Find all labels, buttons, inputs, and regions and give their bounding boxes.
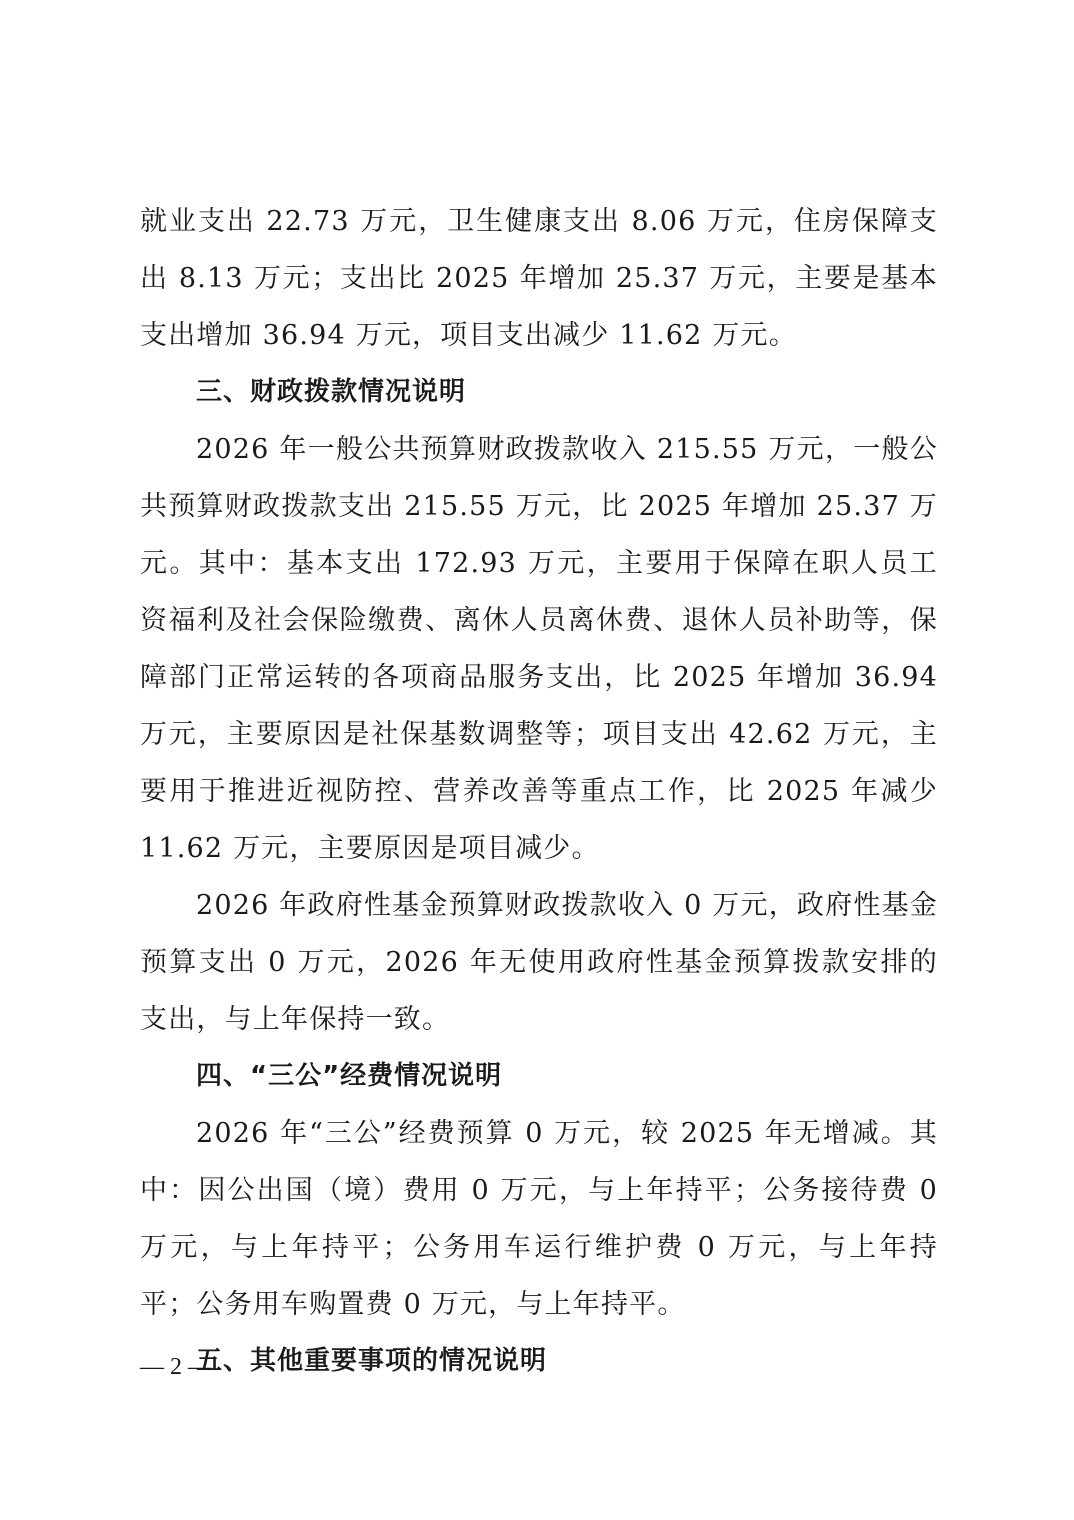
heading-three-public-expenses: 四、“三公”经费情况说明 — [196, 1061, 503, 1091]
paragraph-three-public-expenses: 2026 年“三公”经费预算 0 万元，较 2025 年无增减。其中：因公出国（境）费用 0 万元，与上年持平；公务接待费 0 万元，与上年持平；公务用车运行维护费 0 万元，与上年持平；公务用车购置费 0 万元，与上年持平。 — [140, 1118, 938, 1320]
paragraph-government-fund-budget: 2026 年政府性基金预算财政拨款收入 0 万元，政府性基金预算支出 0 万元，2026 年无使用政府性基金预算拨款安排的支出，与上年保持一致。 — [140, 890, 938, 1035]
document-body — [140, 193, 938, 1390]
heading-other-important-matters: 五、其他重要事项的情况说明 — [196, 1346, 548, 1376]
page-number: — 2 — — [140, 1354, 212, 1380]
paragraph-general-public-budget: 2026 年一般公共预算财政拨款收入 215.55 万元，一般公共预算财政拨款支出 215.55 万元，比 2025 年增加 25.37 万元。其中：基本支出 172.93 万元，主要用于保障在职人员工资福利及社会保险缴费、离休人员离休费、退休人员补助等，保障部门正常运转的各项商品服务支出，比 2025 年增加 36.94 万元，主要原因是社保基数调整等；项目支出 42.62 万元，主要用于推进近视防控、营养改善等重点工作，比 2025 年减少 11.62 万元，主要原因是项目减少。 — [140, 434, 938, 864]
heading-fiscal-appropriation: 三、财政拨款情况说明 — [196, 377, 467, 407]
paragraph-expenditure-summary: 就业支出 22.73 万元，卫生健康支出 8.06 万元，住房保障支出 8.13 万元；支出比 2025 年增加 25.37 万元，主要是基本支出增加 36.94 万元，项目支出减少 11.62 万元。 — [140, 206, 938, 351]
